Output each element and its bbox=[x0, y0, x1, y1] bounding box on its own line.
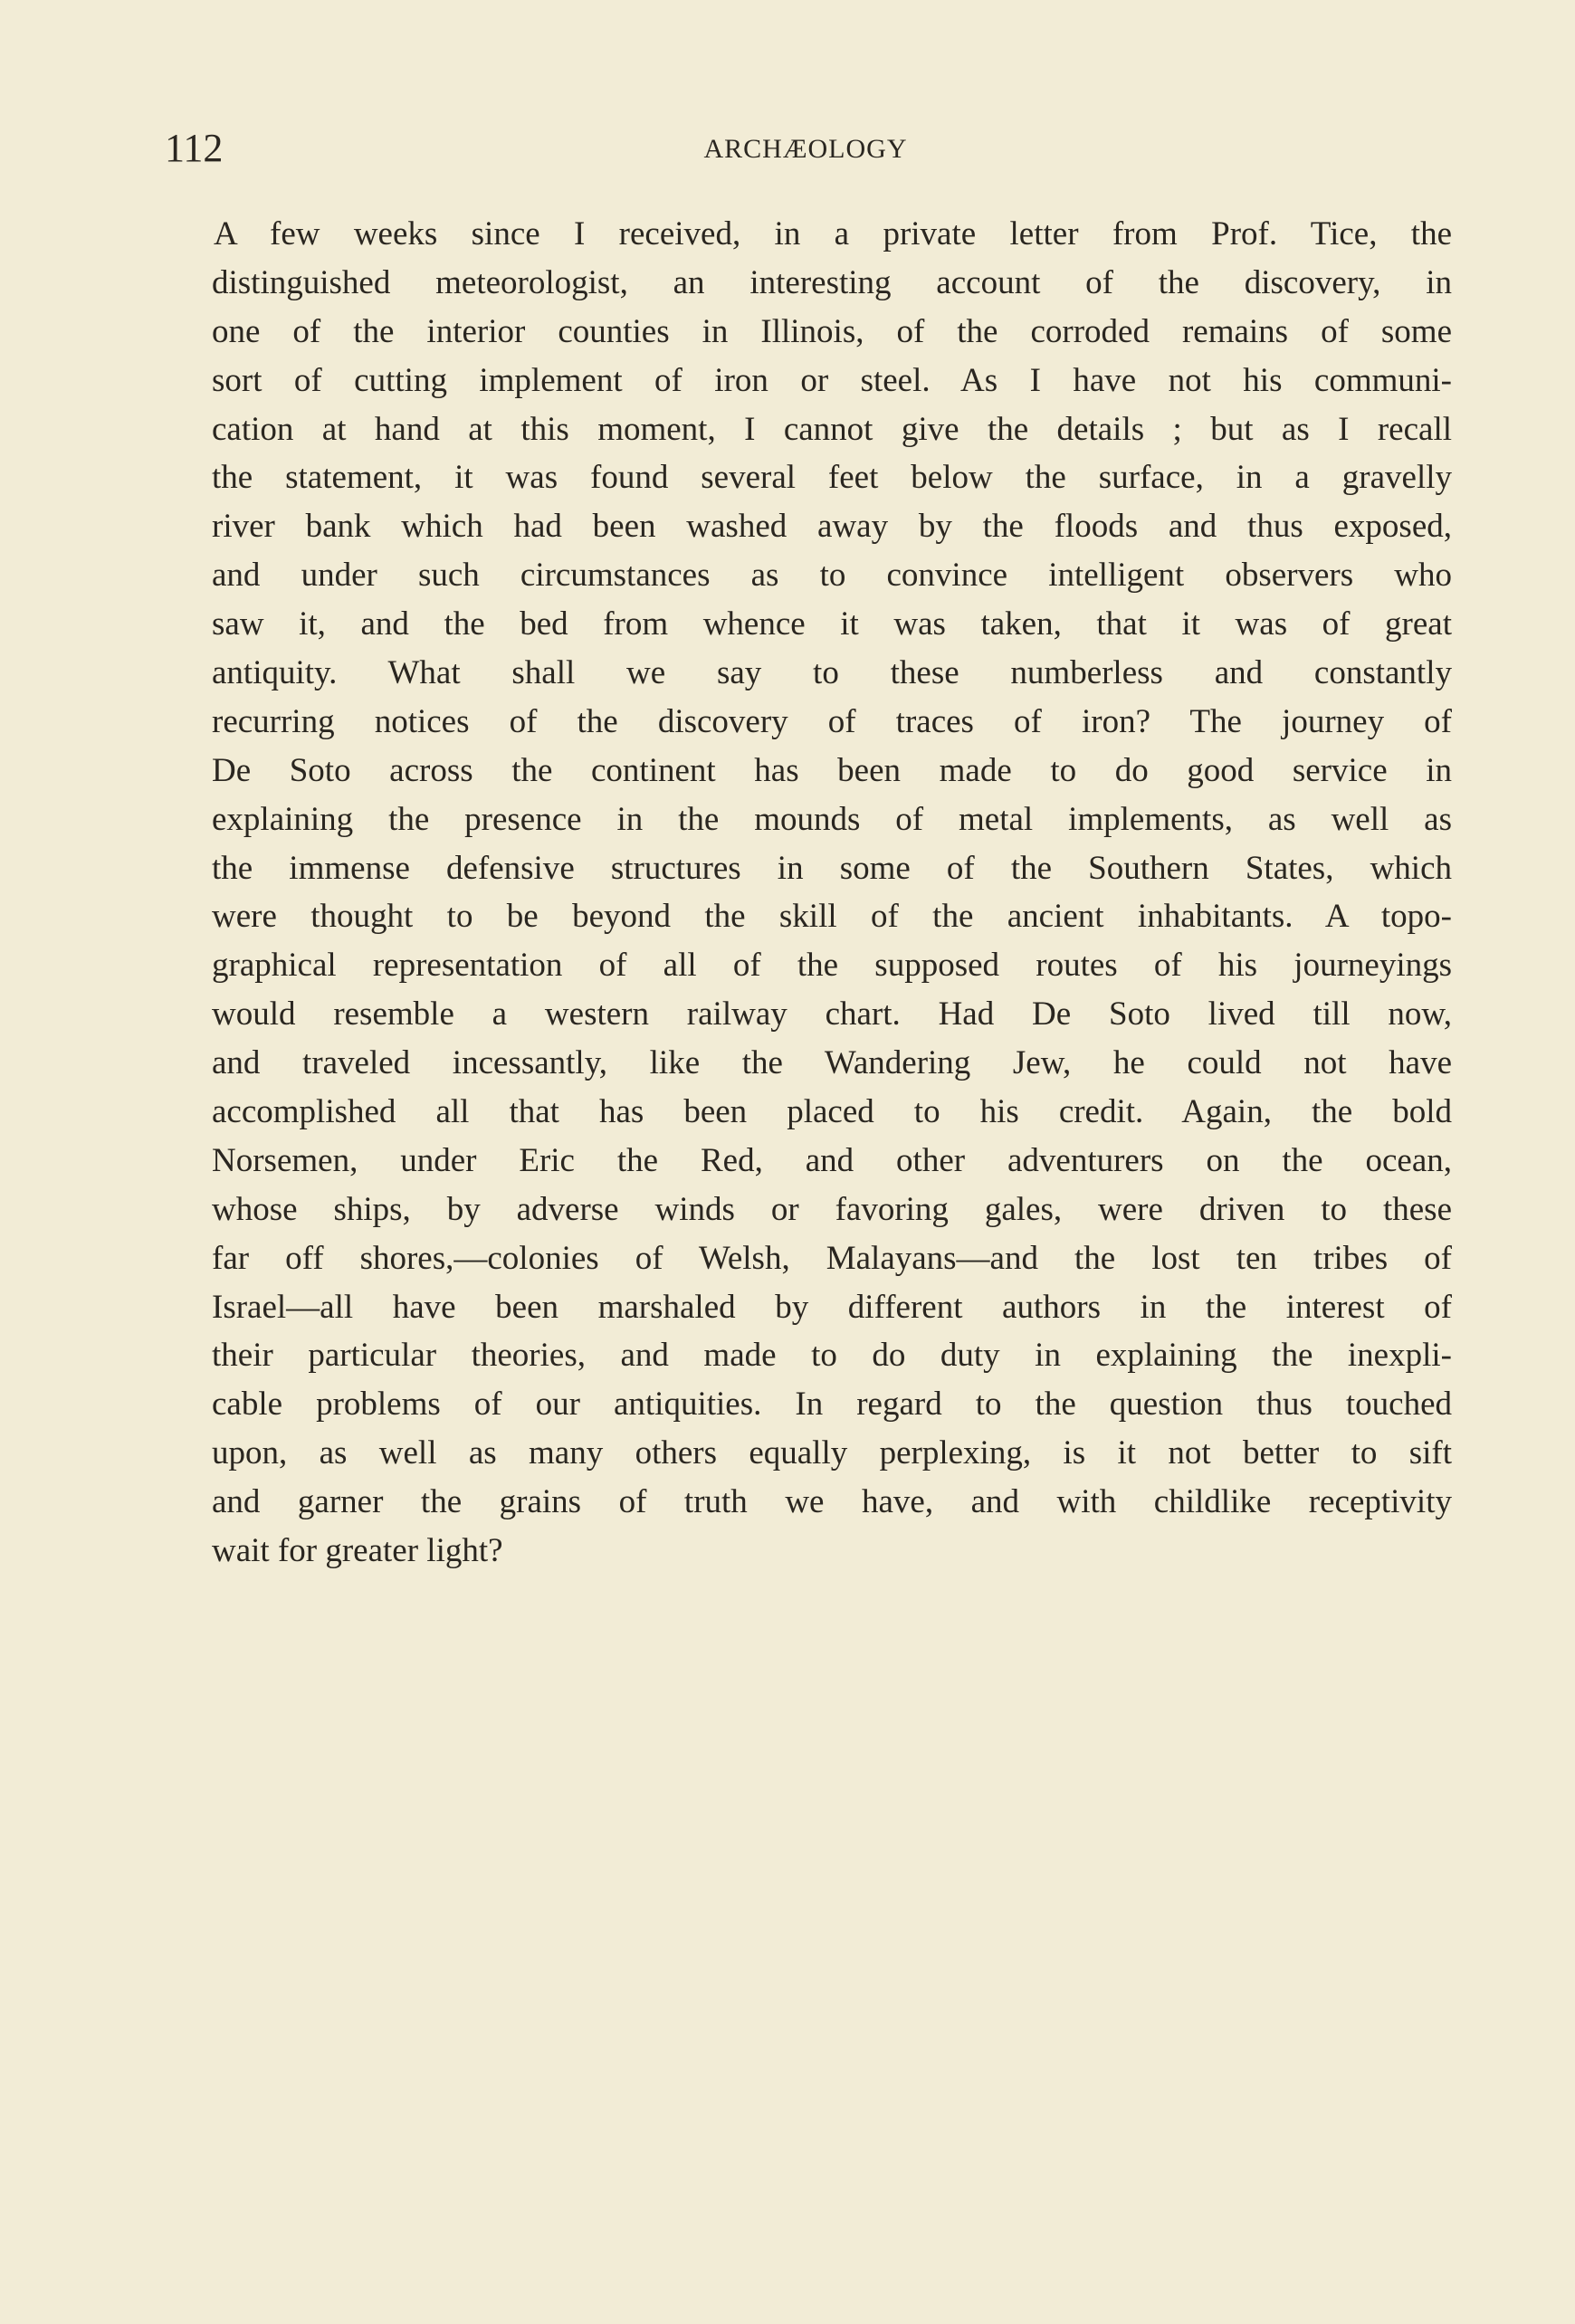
text-line: distinguished meteorologist, an interesting account of the discovery, in bbox=[212, 263, 1452, 301]
text-line: the statement, it was found several feet below the surface, in a gravelly bbox=[212, 459, 1452, 497]
text-line: upon, as well as many others equally perplexing, is it not better to sift bbox=[212, 1434, 1452, 1472]
text-line: De Soto across the continent has been made to do good service in bbox=[212, 751, 1452, 789]
text-line: sort of cutting implement of iron or steel. As I have not his communi- bbox=[212, 361, 1452, 399]
text-line: wait for greater light? bbox=[212, 1532, 503, 1570]
text-line: river bank which had been washed away by the floods and thus exposed, bbox=[212, 508, 1452, 546]
text-line: and traveled incessantly, like the Wandering Jew, he could not have bbox=[212, 1044, 1452, 1082]
page-number: 112 bbox=[165, 126, 224, 170]
text-line: one of the interior counties in Illinois, of the corroded remains of some bbox=[212, 312, 1452, 350]
text-line: saw it, and the bed from whence it was taken, that it was of great bbox=[212, 605, 1452, 643]
text-line: whose ships, by adverse winds or favoring gales, were driven to these bbox=[212, 1190, 1452, 1228]
text-line: graphical representation of all of the supposed routes of his journeyings bbox=[212, 947, 1452, 985]
text-line: recurring notices of the discovery of traces of iron? The journey of bbox=[212, 702, 1452, 740]
body-text bbox=[212, 210, 1452, 1576]
text-line: and under such circumstances as to convince intelligent observers who bbox=[212, 557, 1452, 595]
text-line: far off shores,—colonies of Welsh, Malayans—and the lost ten tribes of bbox=[212, 1239, 1452, 1277]
text-line: and garner the grains of truth we have, and with childlike receptivity bbox=[212, 1483, 1452, 1521]
text-line: Israel—all have been marshaled by different authors in the interest of bbox=[212, 1288, 1452, 1326]
text-line: cation at hand at this moment, I cannot give the details ; but as I recall bbox=[212, 410, 1452, 448]
text-line: explaining the presence in the mounds of metal implements, as well as bbox=[212, 800, 1452, 838]
text-line: would resemble a western railway chart. Had De Soto lived till now, bbox=[212, 995, 1452, 1033]
running-title: ARCHÆOLOGY bbox=[703, 134, 908, 164]
text-line: the immense defensive structures in some of the Southern States, which bbox=[212, 849, 1452, 887]
text-line: their particular theories, and made to do duty in explaining the inexpli- bbox=[212, 1337, 1452, 1375]
text-line: cable problems of our antiquities. In regard to the question thus touched bbox=[212, 1386, 1452, 1424]
text-line: were thought to be beyond the skill of the ancient inhabitants. A topo- bbox=[212, 898, 1452, 936]
text-line: accomplished all that has been placed to his credit. Again, the bold bbox=[212, 1093, 1452, 1131]
text-line: A few weeks since I received, in a private letter from Prof. Tice, the bbox=[214, 215, 1452, 252]
text-line: Norsemen, under Eric the Red, and other adventurers on the ocean, bbox=[212, 1141, 1452, 1179]
text-line: antiquity. What shall we say to these numberless and constantly bbox=[212, 654, 1452, 692]
